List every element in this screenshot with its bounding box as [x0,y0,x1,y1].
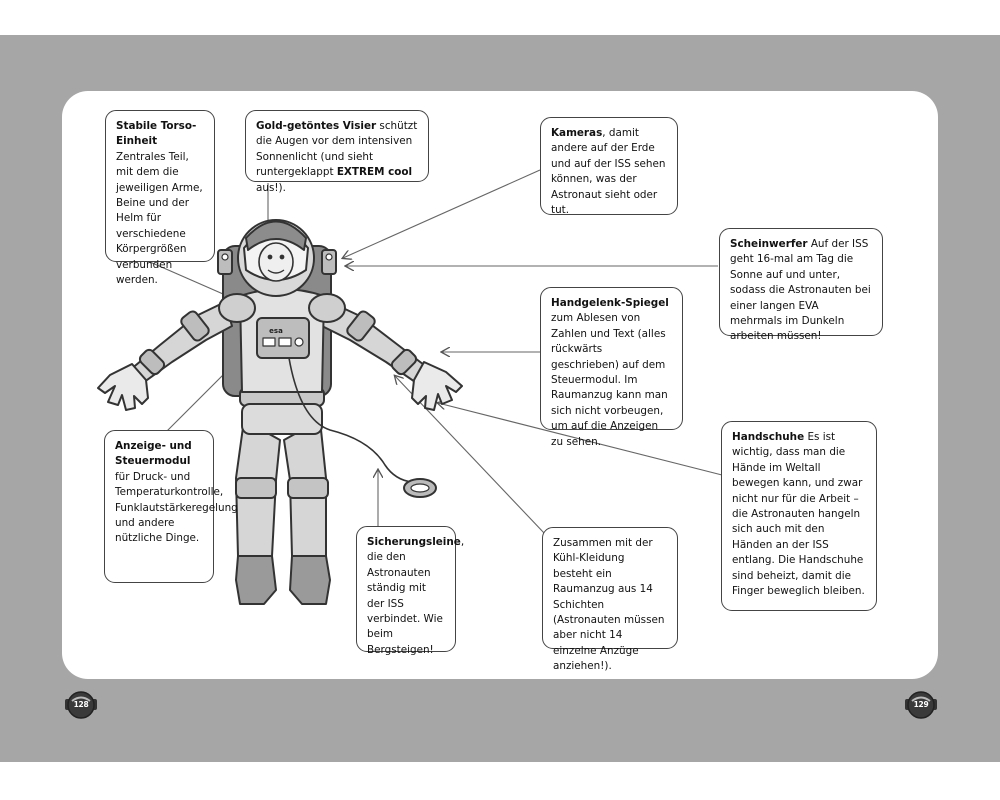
label-cameras-text: , damit andere auf der Erde und auf der ISS sehen können, was der Astronaut sieht oder tut. [551,127,666,217]
leader-cameras [343,170,540,258]
page-number-right [904,688,938,722]
label-layers [542,527,678,673]
label-visor [245,110,429,194]
label-torso [105,110,215,287]
label-display-text: für Druck- und Temperaturkontrolle, Funklautstärkeregelung und andere nützliche Dinge. [115,470,238,545]
label-display-title: Anzeige- und Steuermodul [115,440,192,468]
label-gloves [721,421,877,611]
label-tether-title: Sicherungsleine [367,536,461,548]
label-torso-text: Zentrales Teil, mit dem die jeweiligen Arme, Beine und der Helm für verschiedene Körpergrößen verbunden werden. [116,150,203,287]
label-tether [356,526,465,656]
label-mirror-text: zum Ablesen von Zahlen und Text (alles rückwärts geschrieben) auf dem Steuermodul. Im Raumanzug kann man sich nicht vorbeugen, um auf die Anzeigen zu sehen. [551,312,668,448]
label-tether-text: , die den Astronauten ständig mit der ISS verbindet. Wie beim Bergsteigen! [367,536,465,656]
right-glove [412,362,462,410]
hip [242,404,322,434]
label-torso-title: Stabile Torso-Einheit [116,120,197,148]
label-display [104,430,238,583]
label-layers-text: Zusammen mit der Kühl-Kleidung besteht ein Raumanzug aus 14 Schichten (Astronauten müssen aber nicht 14 einzelne Anzüge anziehen!). [553,537,665,673]
label-cameras-title: Kameras [551,127,603,139]
label-lights-title: Scheinwerfer [730,238,808,250]
label-visor-title: Gold-getöntes Visier [256,120,377,132]
right-boot [290,556,330,604]
label-mirror-title: Handgelenk-Spiegel [551,297,669,309]
label-mirror [540,287,683,448]
face [259,243,293,281]
label-visor-text: schützt die Augen vor dem intensiven Sonnenlicht (und sieht runtergeklappt [256,120,418,179]
page-number-left [64,688,98,722]
left-boot [236,556,276,604]
label-gloves-text: Es ist wichtig, dass man die Hände im Weltall bewegen kann, und zwar nicht nur für die Arbeit – die Astronauten hangeln sich auch mit den Händen an der ISS entlang. Die Handschuhe sind beheizt, damit die Finger beweglich bleiben. [732,431,865,598]
page-number-right-text: 129 [913,700,929,709]
label-lights [719,228,883,343]
page-number-left-text: 128 [73,700,89,709]
label-lights-text: Auf der ISS geht 16-mal am Tag die Sonne auf und unter, sodass die Astronauten bei einer langen EVA mehrmals im Dunkeln arbeiten müssen! [730,238,871,343]
esa-logo: esa [269,327,283,335]
label-gloves-title: Handschuhe [732,431,805,443]
label-visor-emphasis: EXTREM cool [336,166,413,179]
label-cameras [540,117,678,215]
label-visor-tail: aus!). [256,181,286,194]
left-arm [130,302,232,385]
